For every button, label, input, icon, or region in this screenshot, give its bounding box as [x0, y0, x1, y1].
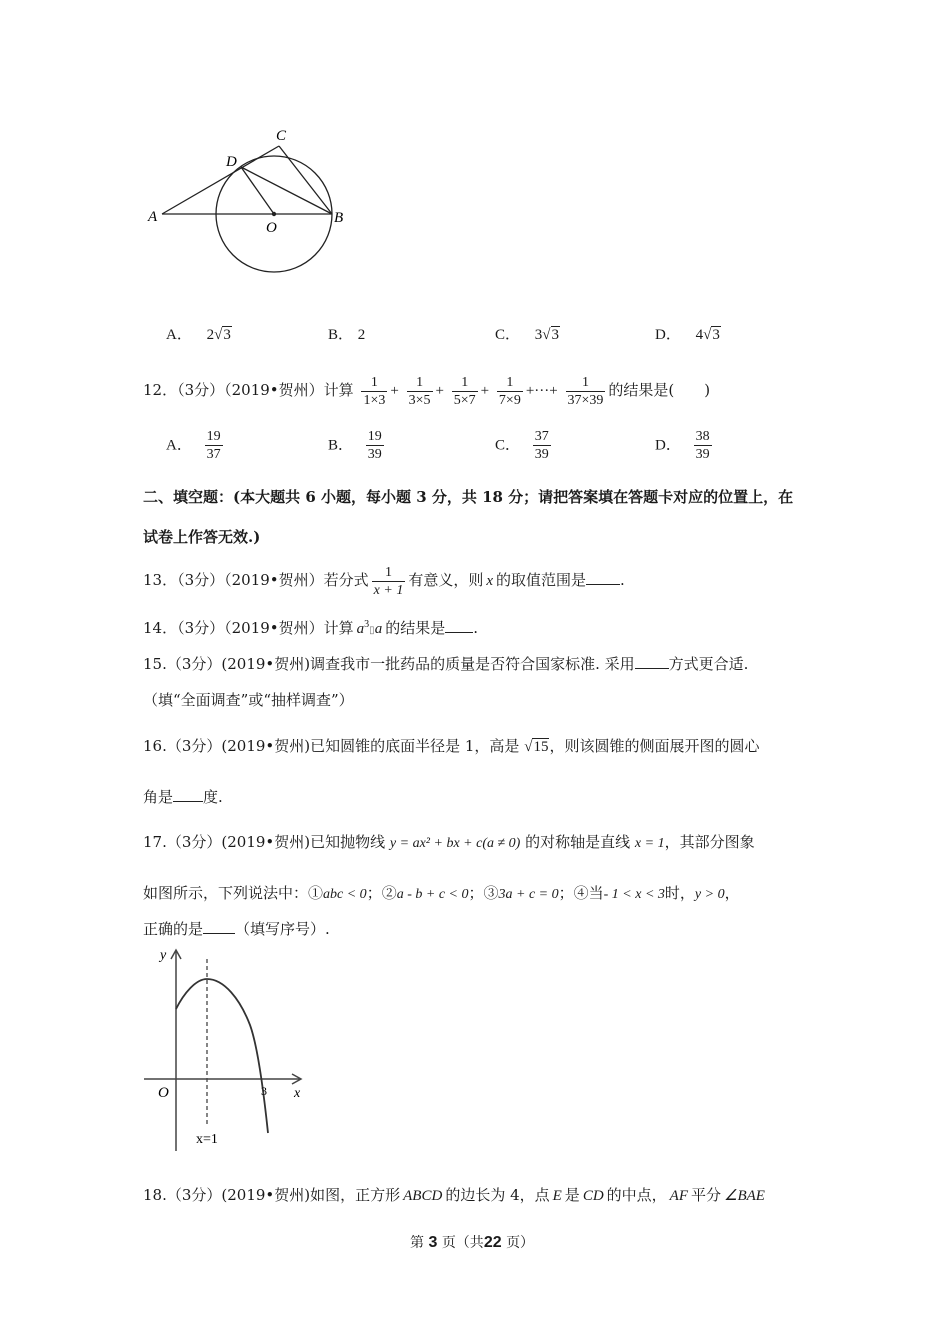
q16-question: 16.（3分）(2019•贺州)已知圆锥的底面半径是 1，高是 √15，则该圆锥的侧面展开图的圆心 — [143, 737, 760, 755]
q15-question: 15.（3分）(2019•贺州)调查我市一批药品的质量是否符合国家标准. 采用 方式更合适. — [143, 655, 749, 673]
fraction: $\frac{1}{x + 1}$ — [373, 564, 404, 598]
origin-label: O — [158, 1085, 169, 1101]
page-footer: 第 3 页（共22 页） — [410, 1234, 535, 1251]
label-a: A — [148, 209, 158, 225]
q18-question: 18.（3分）(2019•贺州)如图，正方形 ABCD 的边长为 4，点 E 是 CD 的中点， AF 平分 ∠BAE — [143, 1186, 765, 1204]
q12-option-c[interactable]: C． $\frac{37}{39}$ — [495, 429, 549, 462]
q12-option-d[interactable]: D． $\frac{38}{39}$ — [655, 429, 710, 462]
section-heading: 二、填空题：(本大题共 6 小题，每小题 3 分，共 18 分；请把答案填在答题卡对应的位置上，在 — [143, 488, 794, 506]
q17-question-cont: 如图所示，下列说法中：①abc < 0；②a - b + c < 0；③3a + c = 0；④当- 1 < x < 3时，y > 0， — [143, 884, 740, 902]
q17-question-cont2: 正确的是 （填写序号）. — [143, 920, 330, 938]
segment-db — [241, 167, 332, 214]
x-axis-label: x — [294, 1086, 301, 1101]
page-number: 3 — [428, 1234, 438, 1251]
fraction: $\frac{1}{5\times 7}$ — [453, 374, 476, 408]
fraction: $\frac{1}{1\times 3}$ — [363, 374, 386, 408]
sqrt: √15 — [524, 739, 549, 755]
answer-blank[interactable] — [203, 919, 235, 934]
parabola-left — [176, 979, 268, 1133]
fraction: $\frac{1}{7\times 9}$ — [498, 374, 521, 408]
segment-od — [241, 167, 274, 214]
label-d: D — [226, 154, 237, 170]
center-point — [272, 212, 276, 216]
answer-blank[interactable] — [586, 570, 620, 585]
question-number: 12． — [143, 381, 178, 399]
q11-option-b[interactable]: B． 2 — [328, 327, 366, 343]
answer-blank[interactable] — [173, 787, 203, 802]
label-b: B — [334, 210, 344, 226]
circle-tangent-figure — [140, 120, 360, 280]
label-o: O — [266, 220, 277, 236]
q13-question: 13．（3分）（2019•贺州）若分式 $\frac{1}{x + 1}$ 有意义，则 x 的取值范围是 . — [143, 564, 625, 598]
y-axis-label: y — [160, 948, 167, 963]
q12-question: 12．（3分）（2019•贺州）计算 $\frac{1}{1\times 3}$ + $\frac{1}{3\times 5}$ + $\frac{1}{5\times 7}$ + $\frac{1}{7\times 9}$ +···+ $\frac{1}{37\times 39}$ 的结果是( ) — [143, 374, 711, 408]
segment-ac — [162, 146, 279, 214]
answer-blank[interactable] — [635, 654, 669, 669]
segment-cb — [279, 146, 332, 214]
q15-question-cont: （填“全面调查”或“抽样调查”） — [143, 691, 354, 709]
q11-option-c[interactable]: C． 3√3 — [495, 327, 560, 343]
axis-label: x=1 — [196, 1132, 218, 1147]
q12-option-a[interactable]: A． $\frac{19}{37}$ — [166, 429, 221, 462]
fraction: $\frac{1}{37\times 39}$ — [567, 374, 604, 408]
root-label: 3 — [261, 1084, 267, 1098]
label-c: C — [276, 128, 287, 144]
q17-question: 17.（3分）(2019•贺州)已知抛物线 y = ax² + bx + c(a ≠ 0) 的对称轴是直线 x = 1，其部分图象 — [143, 833, 755, 851]
total-pages: 22 — [483, 1234, 502, 1251]
answer-blank[interactable] — [445, 618, 473, 633]
q14-question: 14．（3分）（2019•贺州）计算 $a^3▯a$ 的结果是 . — [143, 619, 478, 637]
q12-option-b[interactable]: B． $\frac{19}{39}$ — [328, 429, 382, 462]
fraction: $\frac{1}{3\times 5}$ — [408, 374, 431, 408]
q16-question-cont: 角是 度. — [143, 788, 223, 806]
q11-option-d[interactable]: D． 4√3 — [655, 327, 720, 343]
parabola-figure — [140, 945, 320, 1155]
section-heading-cont: 试卷上作答无效.) — [143, 528, 261, 546]
q11-option-a[interactable]: A． 2√3 — [166, 327, 231, 343]
